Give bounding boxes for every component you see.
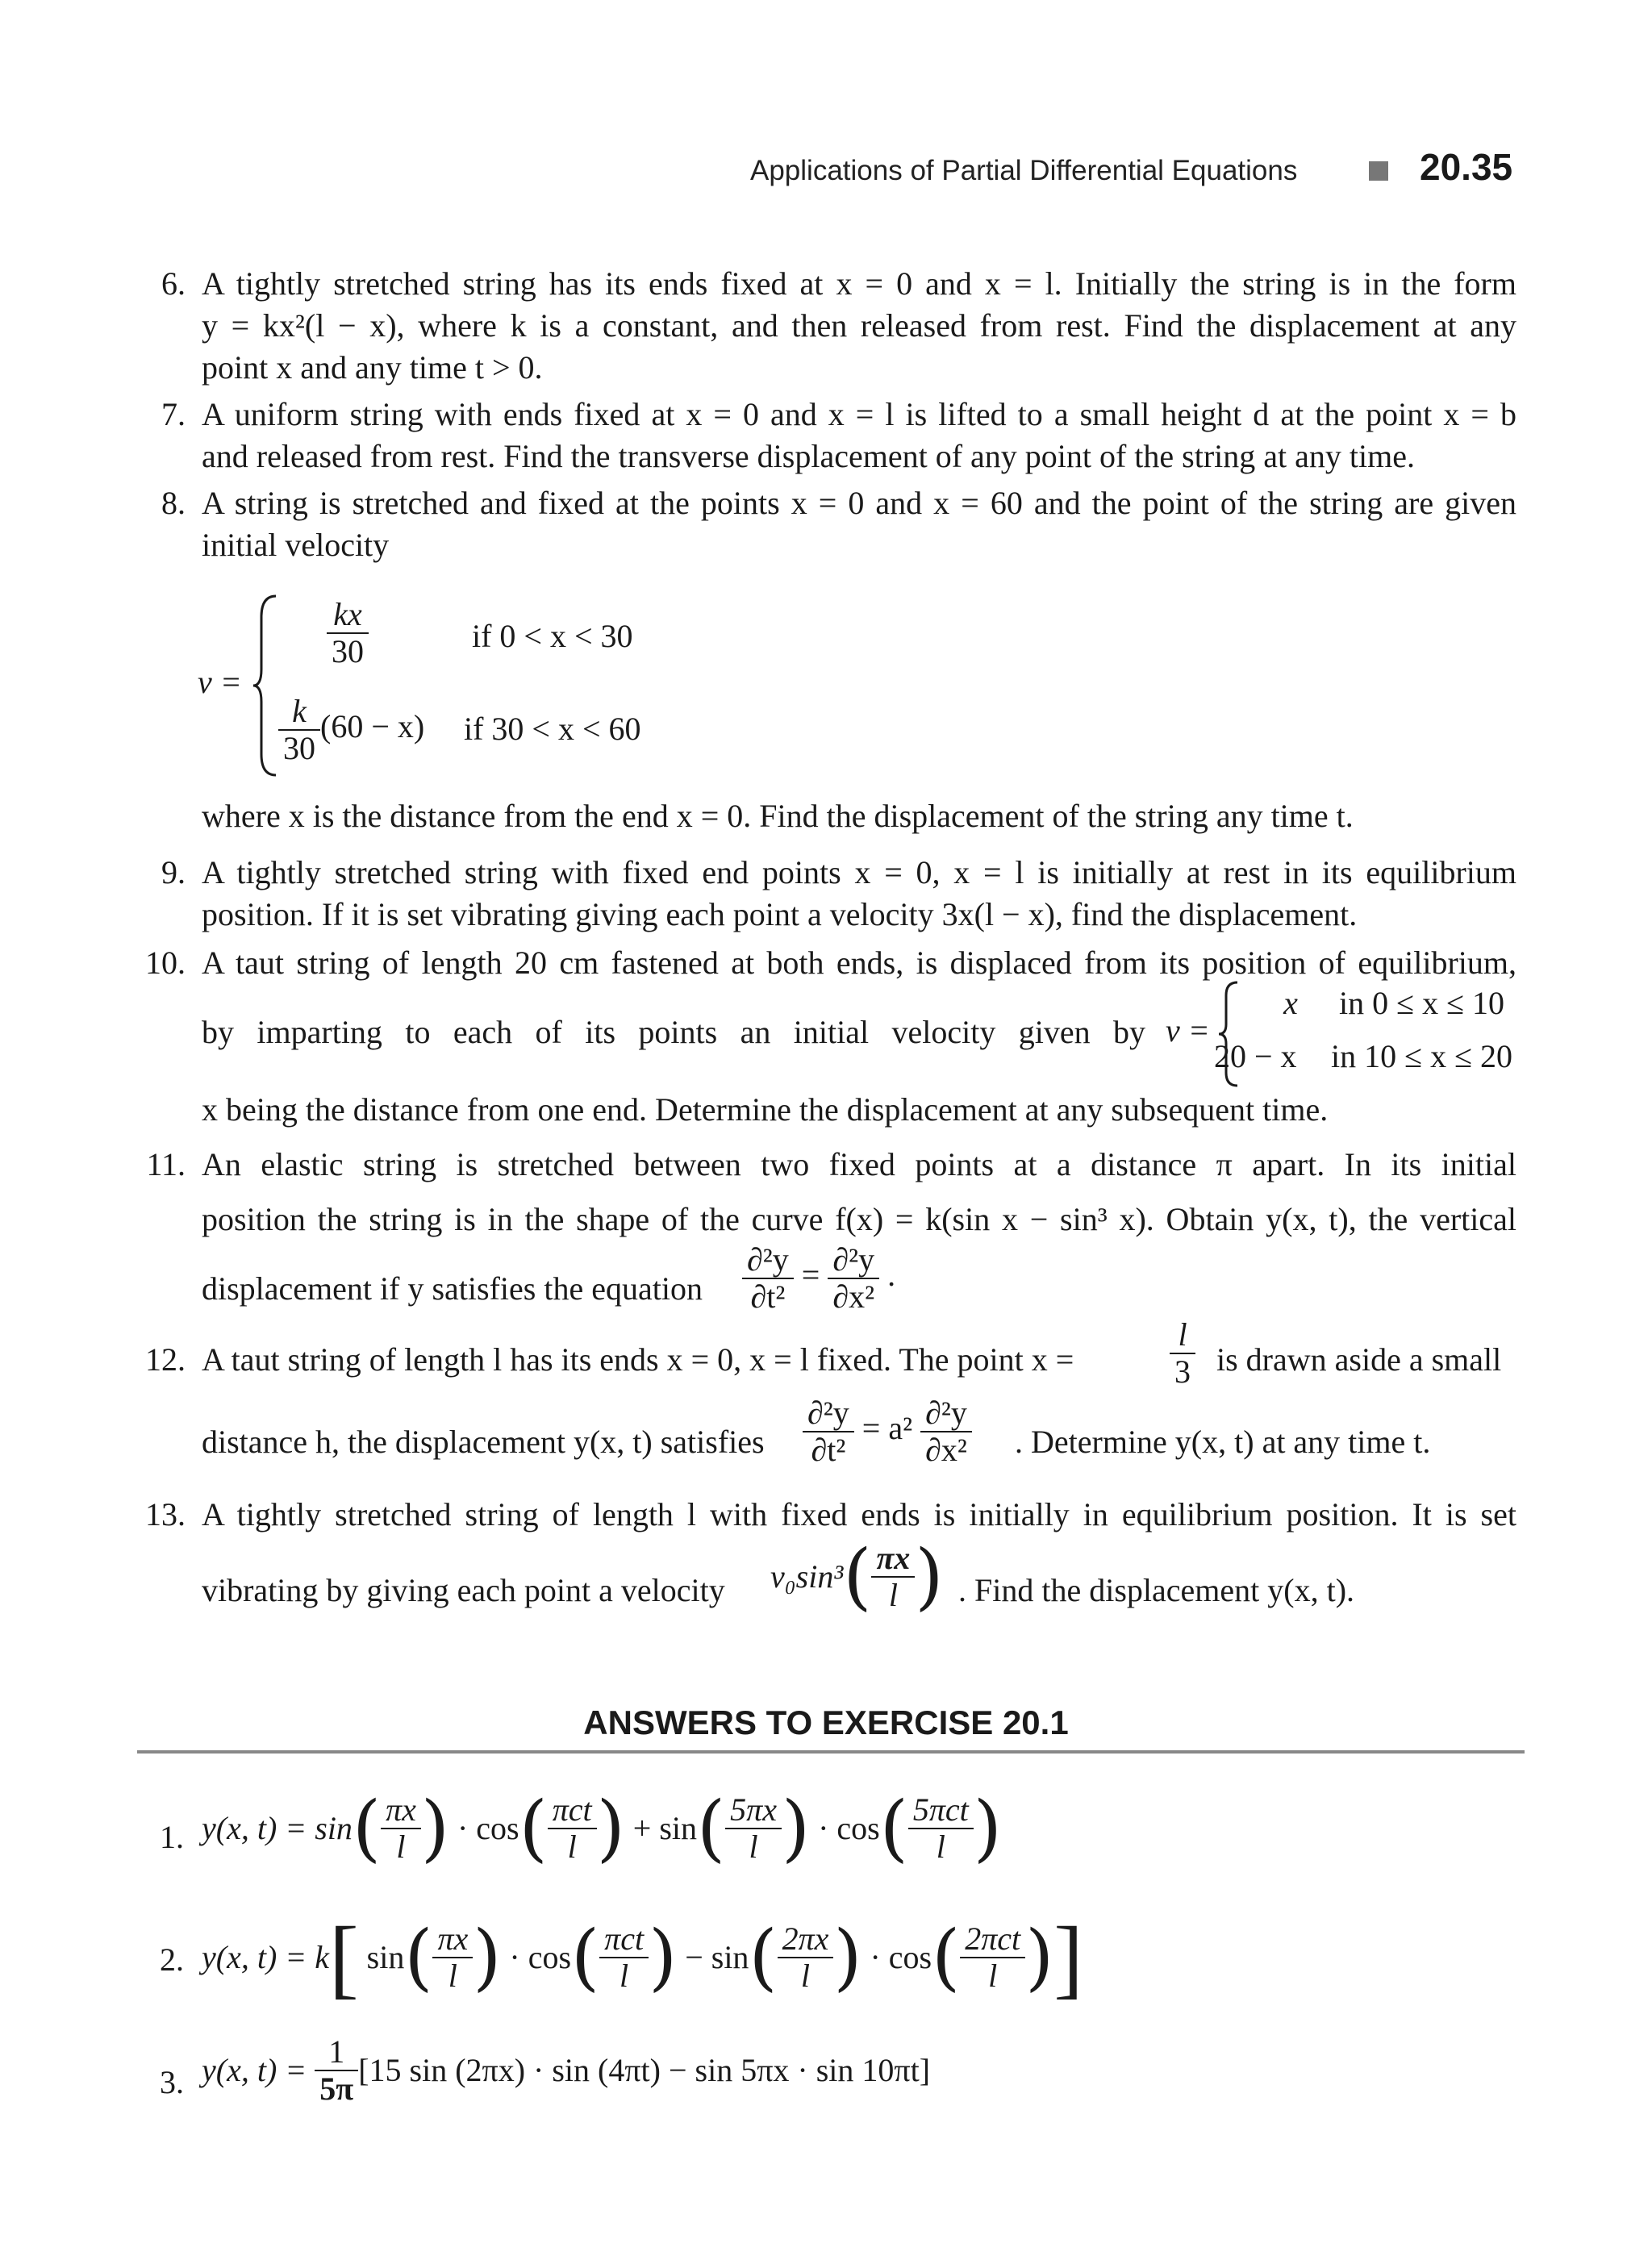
wave-equation xyxy=(742,1242,895,1315)
paren-right: ) xyxy=(649,1915,678,2000)
fraction-denominator: l xyxy=(988,1958,998,1994)
fraction-numerator: ∂²y xyxy=(803,1395,854,1432)
problem-text: x being the distance from one end. Determine the displacement at any subsequent time. xyxy=(202,1091,1329,1128)
fraction-numerator: ∂²y xyxy=(742,1242,794,1279)
paren-left: ( xyxy=(404,1915,433,2000)
problem-number: 7. xyxy=(161,396,186,432)
fraction-denominator: l xyxy=(800,1958,811,1994)
problem-text: A tightly stretched string of length l with fixed ends is initially in equilibrium position. It is set xyxy=(202,1496,1516,1532)
paren-left: ( xyxy=(932,1915,961,2000)
bracket-right: ] xyxy=(1053,1908,1083,2007)
paren-right: ) xyxy=(973,1786,1002,1870)
answer-term: · cos xyxy=(457,1810,519,1846)
problem-text: displacement if y satisfies the equation xyxy=(202,1270,703,1307)
problem-number: 10. xyxy=(145,945,186,981)
problem-text: vibrating by giving each point a velocity xyxy=(202,1572,725,1608)
fraction-denominator: l xyxy=(620,1958,629,1994)
answer-expression xyxy=(202,1908,1083,2007)
answer-term: · cos xyxy=(509,1939,572,1975)
case1-expr: x xyxy=(1283,985,1298,1021)
paren-right: ) xyxy=(473,1915,502,2000)
problem-text: point x and any time t > 0. xyxy=(202,349,543,386)
answers-title: ANSWERS TO EXERCISE 20.1 xyxy=(583,1703,1069,1741)
problem-text: . Determine y(x, t) at any time t. xyxy=(1015,1424,1431,1460)
fraction-numerator: l xyxy=(1170,1317,1195,1354)
fraction-numerator: πx xyxy=(871,1541,915,1578)
problem-text: position. If it is set vibrating giving each point a velocity 3x(l − x), find the displacement. xyxy=(202,896,1358,932)
paren-right: ) xyxy=(1025,1915,1054,2000)
case1-condition: in 0 ≤ x ≤ 10 xyxy=(1339,985,1505,1021)
case2-condition: if 30 < x < 60 xyxy=(464,711,641,747)
fraction-denominator: ∂x² xyxy=(925,1432,967,1468)
fraction-l-over-3 xyxy=(1170,1317,1195,1390)
fraction-numerator: ∂²y xyxy=(828,1242,879,1279)
answer-lhs: y(x, t) = xyxy=(202,2052,307,2088)
answer-rhs: [15 sin (2πx) · sin (4πt) − sin 5πx · sin 10πt] xyxy=(358,2052,931,2088)
problem-text: where x is the distance from the end x = 0. Find the displacement of the string any time t. xyxy=(202,798,1354,834)
problem-text: y = kx²(l − x), where k is a constant, and then released from rest. Find the displacement at any xyxy=(202,307,1516,344)
fraction-numerator: k xyxy=(278,694,320,731)
header-square-icon xyxy=(1369,161,1388,181)
period: . xyxy=(887,1257,896,1294)
paren-left: ( xyxy=(571,1915,600,2000)
answer-term: − sin xyxy=(685,1939,749,1975)
fraction-numerator: 1 xyxy=(315,2034,358,2071)
fraction-denominator: l xyxy=(567,1829,577,1865)
problem-number: 9. xyxy=(161,854,186,890)
problem-text: and released from rest. Find the transverse displacement of any point of the string at any time. xyxy=(202,438,1416,474)
left-brace-icon xyxy=(252,593,281,778)
fraction-denominator: l xyxy=(888,1577,898,1613)
section-rule xyxy=(137,1750,1525,1754)
answer-number: 2. xyxy=(160,1941,184,1978)
problem-number: 12. xyxy=(145,1341,186,1378)
fraction-denominator: l xyxy=(448,1958,457,1994)
answer-term: + sin xyxy=(632,1810,698,1846)
bracket-left: [ xyxy=(329,1908,359,2007)
fraction-denominator: ∂t² xyxy=(750,1278,786,1315)
fraction-numerator: 2πct xyxy=(960,1921,1025,1958)
paren-left: ( xyxy=(519,1786,548,1870)
problem-text: A string is stretched and fixed at the points x = 0 and x = 60 and the point of the string are given xyxy=(202,485,1516,521)
problem-text: An elastic string is stretched between two fixed points at a distance π apart. In its initial xyxy=(202,1146,1516,1182)
fraction-numerator: πx xyxy=(381,1792,421,1829)
answer-lhs: y(x, t) = k xyxy=(202,1939,330,1975)
paren-left: ( xyxy=(697,1786,726,1870)
velocity-lhs: v = xyxy=(198,664,242,700)
problem-number: 6. xyxy=(161,265,186,302)
problem-text: distance h, the displacement y(x, t) satisfies xyxy=(202,1424,765,1460)
fraction-numerator: 2πx xyxy=(778,1921,834,1958)
problem-number: 8. xyxy=(161,485,186,521)
problem-number: 11. xyxy=(146,1146,186,1182)
answer-term: · cos xyxy=(818,1810,880,1846)
fraction-denominator: 5π xyxy=(319,2070,354,2107)
fraction-numerator: ∂²y xyxy=(920,1395,972,1432)
answer-lhs: y(x, t) = sin xyxy=(202,1810,353,1846)
answer-term: · cos xyxy=(870,1939,932,1975)
fraction-denominator: l xyxy=(749,1829,758,1865)
case1-fraction xyxy=(327,597,369,669)
answer-number: 1. xyxy=(160,1819,184,1855)
velocity-lhs: v = xyxy=(1166,1012,1210,1049)
fraction-numerator: πx xyxy=(432,1921,473,1958)
answer-expression xyxy=(202,1786,1002,1870)
case1-condition: if 0 < x < 30 xyxy=(472,618,633,654)
paren-left: ( xyxy=(352,1786,382,1870)
case2-expression xyxy=(278,694,424,766)
paren-right: ) xyxy=(596,1786,625,1870)
paren-left: ( xyxy=(843,1534,872,1619)
fraction-denominator: 3 xyxy=(1174,1353,1191,1390)
fraction-numerator: 5πct xyxy=(908,1792,974,1829)
fraction-denominator: l xyxy=(396,1829,406,1865)
answer-expression xyxy=(202,2034,930,2107)
problem-text: A uniform string with ends fixed at x = 0 and x = l is lifted to a small height d at the point x = b xyxy=(202,396,1516,432)
page-number: 20.35 xyxy=(1420,146,1513,188)
case2-expr: 20 − x xyxy=(1214,1038,1297,1074)
fraction-denominator: ∂t² xyxy=(811,1432,846,1468)
header-title: Applications of Partial Differential Equations xyxy=(750,155,1298,186)
case2-expr: (60 − x) xyxy=(320,708,425,745)
paren-right: ) xyxy=(915,1534,944,1619)
problem-text: A taut string of length 20 cm fastened at both ends, is displaced from its position of equilibrium, xyxy=(202,945,1516,981)
velocity-expression xyxy=(770,1534,944,1619)
wave-equation xyxy=(803,1395,972,1468)
paren-left: ( xyxy=(879,1786,908,1870)
fraction-numerator: kx xyxy=(327,597,369,634)
equals-a-squared: = a² xyxy=(861,1410,913,1447)
problem-text: . Find the displacement y(x, t). xyxy=(958,1572,1355,1608)
answer-term: sin xyxy=(366,1939,405,1975)
equals-sign: = xyxy=(801,1257,820,1294)
fraction-numerator: πct xyxy=(548,1792,597,1829)
problem-number: 13. xyxy=(145,1496,186,1532)
paren-right: ) xyxy=(420,1786,449,1870)
paren-right: ) xyxy=(781,1786,811,1870)
paren-right: ) xyxy=(833,1915,862,2000)
fraction-numerator: πct xyxy=(599,1921,649,1958)
fraction-denominator: ∂x² xyxy=(832,1278,875,1315)
problem-text: A taut string of length l has its ends x = 0, x = l fixed. The point x = xyxy=(202,1341,1074,1378)
answer-number: 3. xyxy=(160,2064,184,2100)
case2-condition: in 10 ≤ x ≤ 20 xyxy=(1331,1038,1513,1074)
problem-text: A tightly stretched string has its ends fixed at x = 0 and x = l. Initially the string is in the form xyxy=(202,265,1516,302)
problem-text: is drawn aside a small xyxy=(1216,1341,1502,1378)
velocity-term: v₀sin³ xyxy=(770,1558,844,1595)
fraction-denominator: 30 xyxy=(332,633,364,669)
running-header xyxy=(750,146,1516,190)
problem-text: A tightly stretched string with fixed end points x = 0, x = l is initially at rest in its equilibrium xyxy=(202,854,1516,890)
fraction-denominator: l xyxy=(936,1829,945,1865)
problem-text: initial velocity xyxy=(202,527,390,563)
fraction-numerator: 5πx xyxy=(725,1792,782,1829)
problem-text: position the string is in the shape of the curve f(x) = k(sin x − sin³ x). Obtain y(x, t), the vertical xyxy=(202,1201,1516,1237)
fraction-denominator: 30 xyxy=(283,730,315,766)
problem-text: by imparting to each of its points an initial velocity given by xyxy=(202,1014,1145,1050)
paren-left: ( xyxy=(749,1915,778,2000)
